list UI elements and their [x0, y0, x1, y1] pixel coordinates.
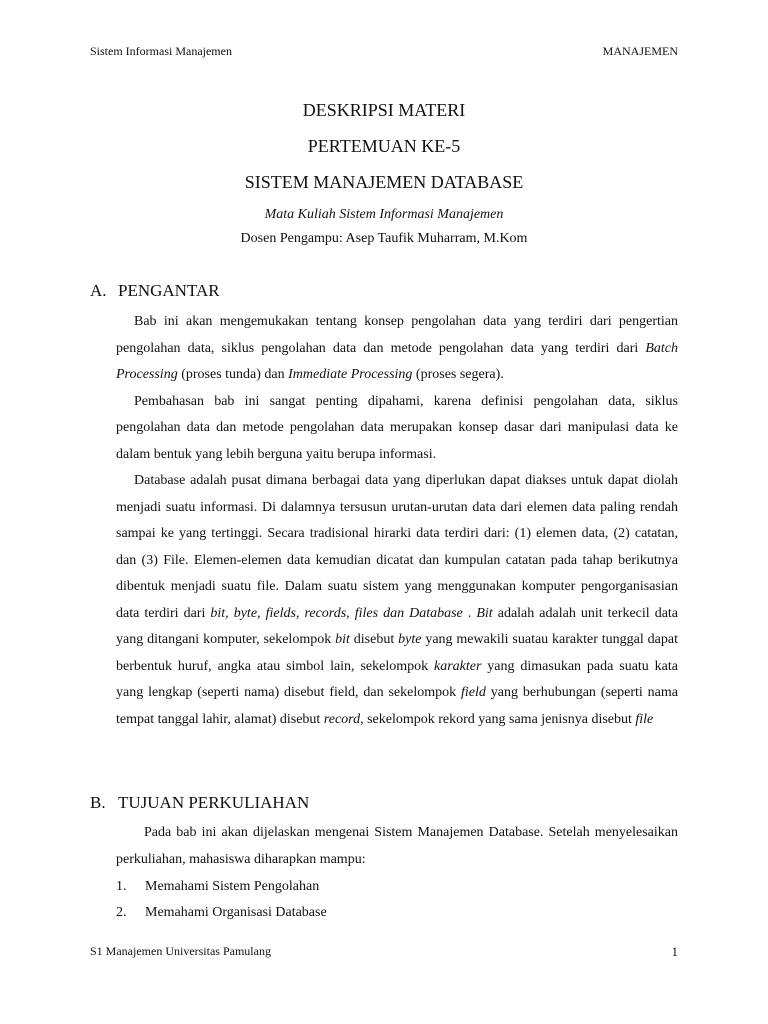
text-run: .: [462, 605, 477, 621]
text-run: yang dimasukan pada suatu kata yang lengkap (seperti nama) disebut field, dan sekelompok: [116, 658, 678, 700]
page-header: [90, 44, 678, 62]
title-block: [90, 92, 678, 252]
section-b-title: TUJUAN PERKULIAHAN: [118, 793, 310, 812]
list-number: 1.: [116, 879, 127, 894]
footer-institution: S1 Manajemen Universitas Pamulang: [90, 944, 271, 958]
italic-run: field: [460, 685, 486, 700]
text-run: Database adalah pusat dimana berbagai data yang diperlukan dapat diakses untuk dapat diolah menjadi suatu informasi. Di dalamnya tersusun urutan-urutan data dari elemen data paling rendah sampai ke yang tertinggi. Secara tradisional hirarki data terdiri dari: (1) elemen data, (2) catatan, dan (3) File. Elemen-elemen data kemudian dicatat dan kumpulan catatan pada tahap berikutnya dibentuk menjadi suatu file. Dalam suatu sistem yang menggunakan komputer pengorganisasian data terdiri dari: [116, 473, 678, 621]
section-a-heading: [90, 281, 220, 301]
lecturer-line: Dosen Pengampu: Asep Taufik Muharram, M.Kom: [240, 231, 528, 246]
list-item: [116, 874, 327, 900]
title-line-1: DESKRIPSI MATERI: [302, 100, 466, 120]
paragraph-a3: [116, 468, 678, 733]
list-number: 2.: [116, 905, 127, 920]
text-run: yang mewakili suatau karakter tunggal dapat berbentuk huruf, angka atau simbol lain, sekelompok: [116, 632, 678, 674]
page-footer: [90, 944, 678, 962]
list-item: [116, 900, 327, 926]
page-number: 1: [671, 944, 678, 959]
paragraph-a1: [116, 309, 678, 389]
italic-run: bit, byte, fields, records, files dan Database: [210, 605, 463, 621]
text-run: yang berhubungan (seperti nama tempat tanggal lahir, alamat) disebut: [116, 685, 678, 727]
section-a-title: PENGANTAR: [118, 281, 220, 300]
italic-run: bit: [335, 632, 350, 647]
italic-run: Bit: [476, 605, 493, 621]
italic-run: byte: [398, 632, 422, 647]
text-run: disebut: [349, 632, 399, 647]
header-department: MANAJEMEN: [602, 44, 678, 58]
header-course-name: Sistem Informasi Manajemen: [90, 44, 232, 58]
paragraph-a2: Pembahasan bab ini sangat penting dipahami, karena definisi pengolahan data, siklus pengolahan data dan metode pengolahan data merupakan konsep dasar dari manipulasi data ke dalam bentuk yang lebih berguna yaitu berupa informasi.: [116, 393, 678, 462]
text-run: , sekelompok rekord yang sama jenisnya disebut: [360, 711, 636, 727]
title-line-2: PERTEMUAN KE-5: [307, 136, 461, 156]
italic-run: record: [323, 711, 361, 727]
italic-run: Batch Processing: [116, 340, 678, 382]
list-text: Memahami Organisasi Database: [145, 905, 327, 920]
title-line-3: SISTEM MANAJEMEN DATABASE: [244, 172, 524, 192]
text-run: Bab ini akan mengemukakan tentang konsep pengolahan data yang terdiri dari pengertian pengolahan data, siklus pengolahan data dan metode pengolahan data yang terdiri dari: [116, 314, 678, 356]
text-run: (proses tunda) dan: [177, 367, 289, 382]
italic-run: Immediate Processing: [288, 367, 413, 382]
list-text: Memahami Sistem Pengolahan: [145, 879, 320, 894]
course-subtitle: Mata Kuliah Sistem Informasi Manajemen: [264, 207, 504, 222]
paragraph-b1: Pada bab ini akan dijelaskan mengenai Sistem Manajemen Database. Setelah menyelesaikan perkuliahan, mahasiswa diharapkan mampu:: [116, 825, 678, 867]
section-b-letter: B.: [90, 793, 106, 812]
section-a-letter: A.: [90, 281, 107, 300]
text-run: (proses segera).: [412, 367, 504, 382]
italic-run: karakter: [433, 658, 482, 674]
section-b-body: [116, 820, 678, 873]
text-run: adalah adalah unit terkecil data yang ditangani komputer, sekelompok: [116, 605, 679, 647]
section-b-heading: [90, 793, 309, 813]
italic-run: file: [635, 711, 654, 727]
objectives-list: [116, 874, 327, 926]
section-a-body: [116, 309, 678, 733]
